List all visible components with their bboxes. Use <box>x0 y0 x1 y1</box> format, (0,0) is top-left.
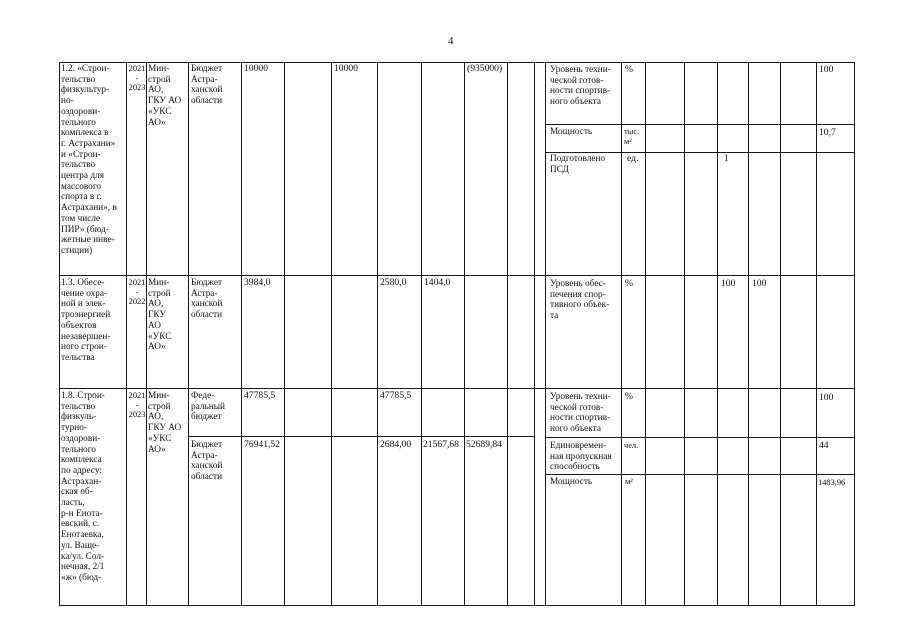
row-2-indicator-1-name: Уровень обес- печения спор- тивного объек- та <box>550 279 610 322</box>
row-1-source: Бюджет Астра- ханской области <box>191 64 223 107</box>
row-2-indicator-1-value-b: 100 <box>752 278 767 289</box>
row-3-indicator-1-unit: % <box>625 391 633 402</box>
row-1-indicator-3-name: Подготовлено ПСД <box>550 154 606 175</box>
row-3-funding-2-total: 76941,52 <box>244 439 280 450</box>
row-1-v2025: (935000) <box>467 63 503 74</box>
row-2-v2022: 2580,0 <box>380 277 407 288</box>
row-3-funding-2-source: Бюджет Астра- ханской области <box>191 440 223 483</box>
row-3-years: 2021 - 2023 <box>128 391 146 420</box>
row-1-indicator-3-value: 1 <box>724 153 729 164</box>
row-1-indicator-1-value: 100 <box>819 64 834 75</box>
row-3-indicator-2-name: Единовремен- ная пропускная способность <box>550 441 612 473</box>
row-1-executor: Мин- строй АО, ГКУ АО «УКС АО» <box>148 64 182 128</box>
row-1-indicator-2-name: Мощность <box>550 127 593 137</box>
row-1-indicator-1-unit: % <box>625 64 633 75</box>
row-3-indicator-3-value: 1483,96 <box>818 478 846 487</box>
row-2-source: Бюджет Астра- ханской области <box>191 278 223 321</box>
row-3-indicator-1-value: 100 <box>819 392 834 403</box>
row-2-years: 2021 - 2022 <box>128 278 146 307</box>
row-3-name: 1.8. Строи- тельство физкуль- турно- оздорови- тельного комплекса по адресу: Астрахан- ская об- ласть, р-н Енота- евский, с. Енотаевка, ул. Ваще- ка/ул. Сол- нечная, 2/1 «ж» (бюд- <box>61 391 105 583</box>
row-3-indicator-3-name: Мощность <box>550 477 593 487</box>
row-3-indicator-3-unit: м² <box>625 477 633 486</box>
row-2-total: 3984,0 <box>244 277 271 288</box>
row-3-funding-1-source: Феде- ральный бюджет <box>191 391 225 423</box>
row-1-name: 1.2. «Строи- тельство физкультур- но- оздорови- тельного комплекса в г. Астрахани» и «Строи- тельство центра для массового спорта в г. Астрахани», в том числе ПИР» (бюд- жетные инве- стиции) <box>61 64 117 256</box>
row-3-funding-2-v2024: 52689,84 <box>466 439 502 450</box>
row-3-indicator-1-name: Уровень техни- ческой готов- ности спортив- ного объекта <box>550 392 611 435</box>
row-2-indicator-1-value-a: 100 <box>721 278 736 289</box>
row-1-v2021: 10000 <box>334 63 358 74</box>
row-3-funding-1-v2022: 47785,5 <box>380 390 412 401</box>
row-3-indicator-2-unit: чел. <box>624 441 639 450</box>
row-1-indicator-2-unit: тыс. м² <box>624 127 640 146</box>
row-3-indicator-2-value: 44 <box>819 440 829 451</box>
row-2-name: 1.3. Обесе- чение охра- ной и элек- троэнергией объектов незавершен- ного строи- тельства <box>61 278 111 363</box>
row-1-indicator-2-value: 10,7 <box>819 127 836 138</box>
row-1-total: 10000 <box>244 63 268 74</box>
row-3-funding-2-v2023: 21567,68 <box>423 439 459 450</box>
row-2-v2023: 1404,0 <box>424 277 451 288</box>
row-2-indicator-1-unit: % <box>625 278 633 289</box>
row-3-funding-2-v2022: 2684,00 <box>380 439 412 450</box>
row-1-years: 2021 - 2023 <box>128 64 146 93</box>
row-1-indicator-1-name: Уровень техни- ческой готов- ности спортив- ного объекта <box>550 65 611 108</box>
page-number: 4 <box>448 35 454 47</box>
row-3-funding-1-total: 47785,5 <box>244 390 276 401</box>
row-2-executor: Мин- строй АО, ГКУ АО «УКС АО» <box>148 278 172 353</box>
row-3-executor: Мин- строй АО, ГКУ АО «УКС АО» <box>148 391 182 455</box>
row-1-indicator-3-unit: ед. <box>627 153 639 164</box>
